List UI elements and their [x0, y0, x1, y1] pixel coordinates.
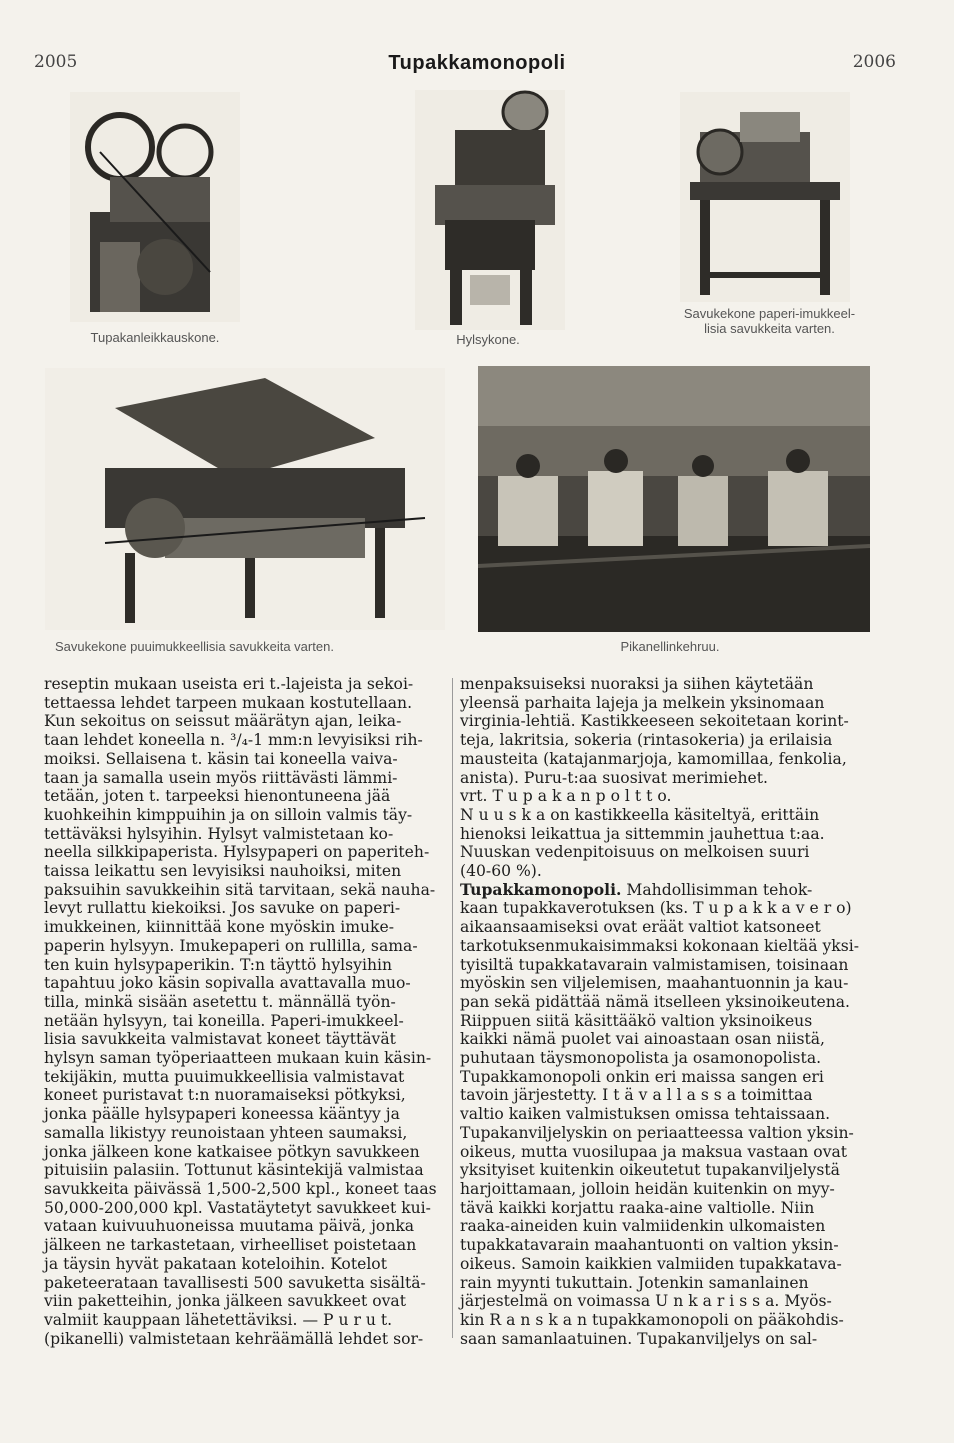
right-page-number: 2006	[852, 52, 896, 72]
page-header	[0, 52, 954, 78]
wooden-mouthpiece-machine-illustration	[45, 368, 445, 630]
figure-caption-plug-spinning: Pikanellinkehruu.	[620, 639, 720, 654]
tube-machine-illustration	[415, 90, 565, 330]
figure-caption-tube-machine: Hylsykone.	[456, 332, 520, 347]
left-text-column	[44, 675, 446, 1348]
paper-mouthpiece-machine-illustration	[680, 92, 850, 302]
tobacco-cutting-machine-illustration	[70, 92, 240, 322]
tube-machine-photo	[415, 90, 565, 330]
paper-mouthpiece-machine-photo	[680, 92, 850, 302]
page-title: Tupakkamonopoli	[388, 52, 566, 74]
article-body-tupakkamonopoli: Mahdollisimman tehok- kaan tupakkaverotuksen (ks. T u p a k k a v e r o) aikaansaamiseksi ovat eräät valtiot katsoneet tarkotuksenmukaisimmaksi kokonaan kieltää yksi- tyisiltä tupakkatavarain valmistamisen, toisinaan myöskin sen viljelemisen, maahantuonnin ja kau- pan sekä pidättää nämä itselleen yksinoikeutena. Riippuen siitä käsittääkö valtion yksinoikeus kaikki nämä puolet vai ainoastaan osan niistä, puhutaan täysmonopolista ja osamonopolista. Tupakkamonopoli onkin eri maissa sangen eri tavoin järjestetty. I t ä v a l l a s s a toimittaa valtio kaiken valmistuksen omissa tehtaissaan. Tupakanviljelyskin on periaatteessa valtion yksin- oikeus, mutta vuosilupaa ja maksua vastaan ovat yksityiset kuitenkin oikeutetut tupakanviljelystä harjoittamaan, jolloin heidän kuitenkin on myy- tävä kaikki korjattu raaka-aine valtiolle. Niin raaka-aineiden kuin valmiidenkin ulkomaisten tupakkatavarain maahantuonti on valtion yksin- oikeus. Samoin kaikkien valmiiden tupakkatava- rain myynti tukuttain. Jotenkin samanlainen järjestelmä on voimassa U n k a r i s s a. Myös- kin R a n s k a n tupakkamonopoli on pääkohdis- saan samanlaatuinen. Tupakanviljelys on sal-	[460, 880, 860, 1348]
left-page-number: 2005	[34, 52, 78, 72]
right-column-paragraph-2: N u u s k a on kastikkeella käsiteltyä, erittäin hienoksi leikattua ja sittemmin jauhettua t:aa. Nuuskan vedenpitoisuus on melkoisen suuri (40-60 %).	[460, 805, 825, 881]
figure-caption-wooden-mouthpiece-machine: Savukekone puuimukkeellisia savukkeita varten.	[55, 639, 334, 654]
right-column-paragraph-3	[460, 881, 870, 1349]
tobacco-cutting-machine-photo	[70, 92, 240, 322]
plug-spinning-workshop-photo	[478, 366, 870, 632]
figure-caption-paper-mouthpiece-machine: Savukekone paperi-imukkeel- lisia savukkeita varten.	[683, 306, 856, 336]
wooden-mouthpiece-machine-photo	[45, 368, 445, 630]
figure-caption-cutting-machine: Tupakanleikkauskone.	[90, 330, 220, 345]
left-column-paragraph: reseptin mukaan useista eri t.-lajeista ja sekoi- tettaessa lehdet tarpeen mukaan kostutellaan. Kun sekoitus on seissut määrätyn ajan, leika- taan lehdet koneella n. ³/₄-1 mm:n levyisiksi rih- moiksi. Sellaisena t. käsin tai koneella vaiva- taan ja samalla usein myös riittävästi lämmi- tetään, joten t. tarpeeksi hienontuneena jää kuohkeihin kimppuihin ja on silloin valmis täy- tettäväksi hylsyihin. Hylsyt valmistetaan ko- neella silkkipaperista. Hylsypaperi on paperiteh- taissa leikattu sen levyisiksi nauhoiksi, miten paksuihin savukkeihin sitä tarvitaan, sekä nauha- levyt rullattu kiekoiksi. Jos savuke on paperi- imukkeinen, kiinnittää kone myöskin imuke- paperin hylsyyn. Imukepaperi on rullilla, sama- ten kuin hylsypaperikin. T:n täyttö hylsyihin tapahtuu joko käsin sopivalla avattavalla muo- tilla, minkä sisään asetettu t. männällä työn- netään hylsyyn, tai koneilla. Paperi-imukkeel- lisia savukkeita valmistavat koneet täyttävät hylsyn saman työperiaatteen mukaan kuin käsin- tekijäkin, mutta puuimukkeellisia valmistavat koneet puristavat t:n nuoramaiseksi pötkyksi, jonka päälle hylsypaperi koneessa kääntyy ja samalla likistyy reunoistaan yhteen saumaksi, jonka jälkeen kone katkaisee pötkyn savukkeen pituisiin palasiin. Tottunut käsintekijä valmistaa savukkeita päivässä 1,500-2,500 kpl., koneet taas 50,000-200,000 kpl. Vastatäytetyt savukkeet kui- vataan kuivuuhuoneissa muutama päivä, jonka jälkeen ne tarkastetaan, virheelliset poistetaan ja täysin hyvät pakataan koteloihin. Kotelot paketeerataan tavallisesti 500 savuketta sisältä- viin paketteihin, jonka jälkeen savukkeet ovat valmiit kauppaan lähetettäviksi. — P u r u t. (pikanelli) valmistetaan kehräämällä lehdet sor-	[44, 675, 437, 1348]
article-heading-tupakkamonopoli: Tupakkamonopoli.	[460, 879, 622, 899]
workshop-scene-illustration	[478, 366, 870, 632]
right-text-column	[460, 675, 870, 1348]
right-column-paragraph-1: menpaksuiseksi nuoraksi ja siihen käytetään yleensä parhaita lajeja ja melkein yksinomaan virginia-lehtiä. Kastikkeeseen sekoitetaan korint- teja, lakritsia, sokeria (rintasokeria) ja erilaisia mausteita (katajanmarjoja, kamomillaa, fenkolia, anista). Puru-t:aa suosivat merimiehet. vrt. T u p a k a n p o l t t o.	[460, 675, 849, 806]
column-divider	[452, 678, 453, 1338]
